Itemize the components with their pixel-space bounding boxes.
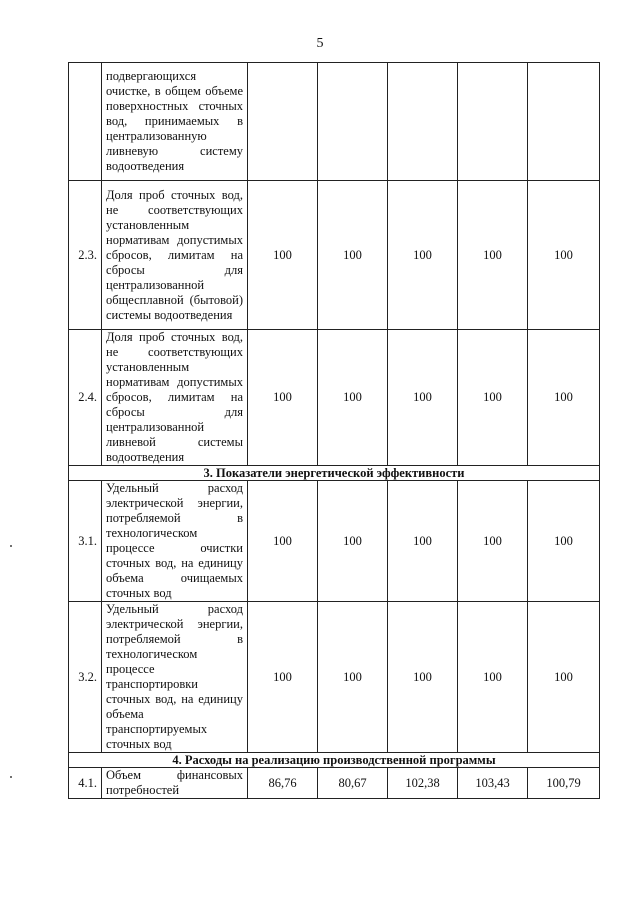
value-cell: 100: [388, 481, 458, 602]
table-row: [69, 481, 600, 602]
value-cell: [248, 63, 318, 181]
table-row: [69, 181, 600, 330]
indicator-name: Удельный расход электрической энергии, потребляемой в технологическом процессе очистки сточных вод, на единицу объема очищаемых сточных вод: [102, 481, 248, 602]
value-cell: 100: [248, 481, 318, 602]
value-cell: 100: [388, 602, 458, 753]
section-header: [69, 466, 600, 481]
value-cell: 100: [318, 330, 388, 466]
value-cell: [528, 63, 600, 181]
scan-speck: [10, 545, 12, 547]
value-cell: 102,38: [388, 768, 458, 799]
value-cell: 100: [318, 481, 388, 602]
value-cell: 100: [248, 330, 318, 466]
table-row: [69, 768, 600, 799]
page-number: 5: [316, 36, 324, 51]
indicator-name: Удельный расход электрической энергии, потребляемой в технологическом процессе транспортировки сточных вод, на единицу объема транспортируемых сточных вод: [102, 602, 248, 753]
row-number: 3.1.: [69, 481, 102, 602]
value-cell: 100: [318, 602, 388, 753]
value-cell: 100: [388, 330, 458, 466]
row-number: 4.1.: [69, 768, 102, 799]
value-cell: 80,67: [318, 768, 388, 799]
table-row: [69, 330, 600, 466]
value-cell: 103,43: [458, 768, 528, 799]
row-number: 2.3.: [69, 181, 102, 330]
value-cell: [458, 63, 528, 181]
row-number: 2.4.: [69, 330, 102, 466]
value-cell: [318, 63, 388, 181]
section-title: 4. Расходы на реализацию производственной программы: [69, 753, 600, 768]
value-cell: [388, 63, 458, 181]
table-row: [69, 63, 600, 181]
value-cell: 100: [458, 330, 528, 466]
indicator-name: Доля проб сточных вод, не соответствующих установленным нормативам допустимых сбросов, лимитам на сбросы для централизованной общесплавной (бытовой) системы водоотведения: [102, 181, 248, 330]
scan-speck: [10, 776, 12, 778]
value-cell: 100: [528, 481, 600, 602]
value-cell: 100: [458, 481, 528, 602]
indicator-name: Доля проб сточных вод, не соответствующих установленным нормативам допустимых сбросов, лимитам на сбросы для централизованной ливневой системы водоотведения: [102, 330, 248, 466]
value-cell: 86,76: [248, 768, 318, 799]
value-cell: 100: [458, 181, 528, 330]
table-row: [69, 602, 600, 753]
value-cell: 100: [528, 330, 600, 466]
section-title: 3. Показатели энергетической эффективности: [69, 466, 600, 481]
value-cell: 100: [248, 602, 318, 753]
value-cell: 100: [528, 602, 600, 753]
row-number: 3.2.: [69, 602, 102, 753]
indicator-name: Объем финансовых потребностей: [102, 768, 248, 799]
value-cell: 100,79: [528, 768, 600, 799]
indicators-table: [68, 62, 600, 799]
section-header: [69, 753, 600, 768]
value-cell: 100: [318, 181, 388, 330]
value-cell: 100: [458, 602, 528, 753]
row-number: [69, 63, 102, 181]
value-cell: 100: [248, 181, 318, 330]
indicator-name: подвергающихся очистке, в общем объеме поверхностных сточных вод, принимаемых в централизованную ливневую систему водоотведения: [102, 63, 248, 181]
value-cell: 100: [388, 181, 458, 330]
value-cell: 100: [528, 181, 600, 330]
